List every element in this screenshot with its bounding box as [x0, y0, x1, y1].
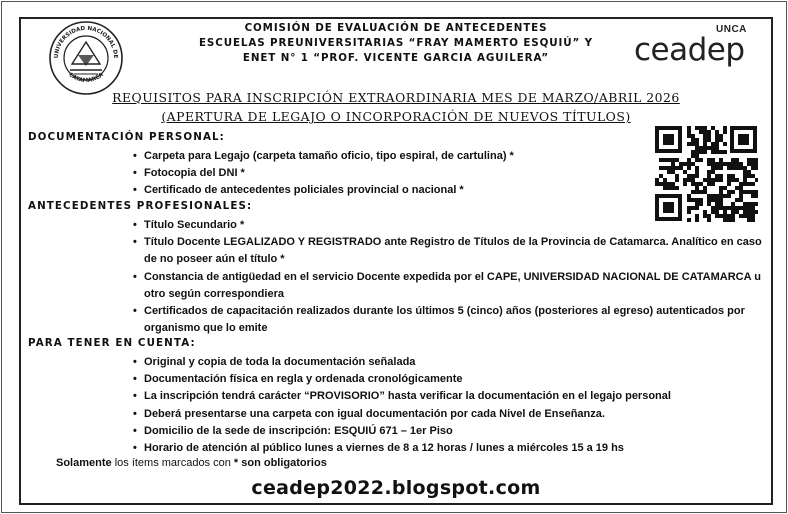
flyer-page: [1, 1, 787, 513]
header-line-3: ENET N° 1 “PROF. VICENTE GARCIA AGUILERA”: [242, 52, 550, 64]
list-item-text: Horario de atención al público lunes a viernes de 8 a 12 horas / lunes a miércoles 15 a 19 hs: [144, 442, 624, 455]
bullet-icon: •: [133, 184, 137, 197]
list-item: [134, 303, 770, 337]
list-item-text: Certificados de capacitación realizados durante los últimos 5 (cinco) años (posteriores al egreso) autenticados por organismo que lo emite: [144, 305, 745, 335]
note-middle: los ítems marcados con: [111, 457, 234, 469]
bullet-icon: •: [133, 442, 137, 455]
obligatory-note: [56, 457, 327, 469]
bullet-icon: •: [133, 356, 137, 368]
bullet-icon: •: [133, 305, 137, 318]
list-item: [134, 269, 770, 303]
logo-main-text: ceadep: [634, 32, 745, 68]
seal-text-top: UNIVERSIDAD NACIONAL DE: [53, 25, 119, 59]
list-cuenta: [134, 354, 770, 457]
header-line-1: COMISIÓN DE EVALUACIÓN DE ANTECEDENTES: [244, 22, 548, 34]
title-line-2: (APERTURA DE LEGAJO O INCORPORACIÓN DE NUEVOS TÍTULOS): [161, 109, 631, 124]
list-item-text: Domicilio de la sede de inscripción: ESQUIÚ 671 – 1er Piso: [144, 424, 453, 437]
list-item-text: La inscripción tendrá carácter “PROVISORIO” hasta verificar la documentación en el legajo personal: [144, 390, 671, 403]
list-item-text: Constancia de antigüedad en el servicio Docente expedida por el CAPE, UNIVERSIDAD NACIONAL DE CATAMARCA u otro según correspondiera: [144, 270, 761, 300]
list-item-text: Carpeta para Legajo (carpeta tamaño oficio, tipo espiral, de cartulina) *: [144, 150, 514, 162]
title-line-1: REQUISITOS PARA INSCRIPCIÓN EXTRAORDINARIA MES DE MARZO/ABRIL 2026: [112, 90, 680, 105]
list-item-text: Título Secundario *: [144, 219, 245, 231]
list-item: [134, 406, 770, 423]
list-personal: [134, 148, 770, 200]
bullet-icon: •: [133, 390, 137, 403]
bullet-icon: •: [133, 424, 137, 437]
section-heading-personal: DOCUMENTACIÓN PERSONAL:: [28, 131, 225, 143]
list-item: [134, 148, 770, 165]
list-item-text: Documentación física en regla y ordenada cronológicamente: [144, 373, 463, 386]
svg-text:CATAMARCA: [67, 71, 105, 84]
logo-unca-text: UNCA: [716, 24, 747, 35]
bullet-icon: •: [133, 167, 137, 180]
section-heading-cuenta: PARA TENER EN CUENTA:: [28, 337, 196, 349]
ceadep-logo: [634, 24, 752, 84]
bullet-icon: •: [133, 373, 137, 386]
list-item: [134, 217, 770, 234]
note-bold-end: * son obligatorios: [233, 457, 327, 469]
bullet-icon: •: [133, 150, 137, 162]
list-item: [134, 371, 770, 388]
seal-text-bottom: CATAMARCA: [67, 71, 105, 85]
list-item-text: Deberá presentarse una carpeta con igual documentación por cada Nivel de Enseñanza.: [144, 407, 605, 420]
header-line-2: ESCUELAS PREUNIVERSITARIAS “FRAY MAMERTO ESQUIÚ” Y: [199, 37, 593, 49]
list-item: [134, 440, 770, 457]
list-item: [134, 182, 770, 199]
bullet-icon: •: [133, 407, 137, 420]
bullet-icon: •: [133, 219, 137, 231]
university-seal-icon: [48, 20, 124, 96]
list-item-text: Original y copia de toda la documentación señalada: [144, 356, 416, 368]
list-item-text: Fotocopia del DNI *: [144, 167, 245, 180]
bullet-icon: •: [133, 236, 137, 249]
list-item-text: Título Docente LEGALIZADO Y REGISTRADO ante Registro de Títulos de la Provincia de Catamarca. Analítico en caso de no poseer aún el título *: [144, 236, 762, 266]
list-item: [134, 388, 770, 405]
note-bold-start: Solamente: [56, 457, 112, 469]
list-item: [134, 354, 770, 371]
list-item-text: Certificado de antecedentes policiales provincial o nacional *: [144, 184, 464, 197]
section-heading-profesionales: ANTECEDENTES PROFESIONALES:: [28, 200, 253, 212]
bullet-icon: •: [133, 270, 137, 283]
header-block: [152, 21, 640, 66]
list-item: [134, 423, 770, 440]
list-item: [134, 234, 770, 268]
list-item: [134, 165, 770, 182]
list-profesionales: [134, 217, 770, 337]
blog-url: ceadep2022.blogspot.com: [251, 477, 541, 499]
